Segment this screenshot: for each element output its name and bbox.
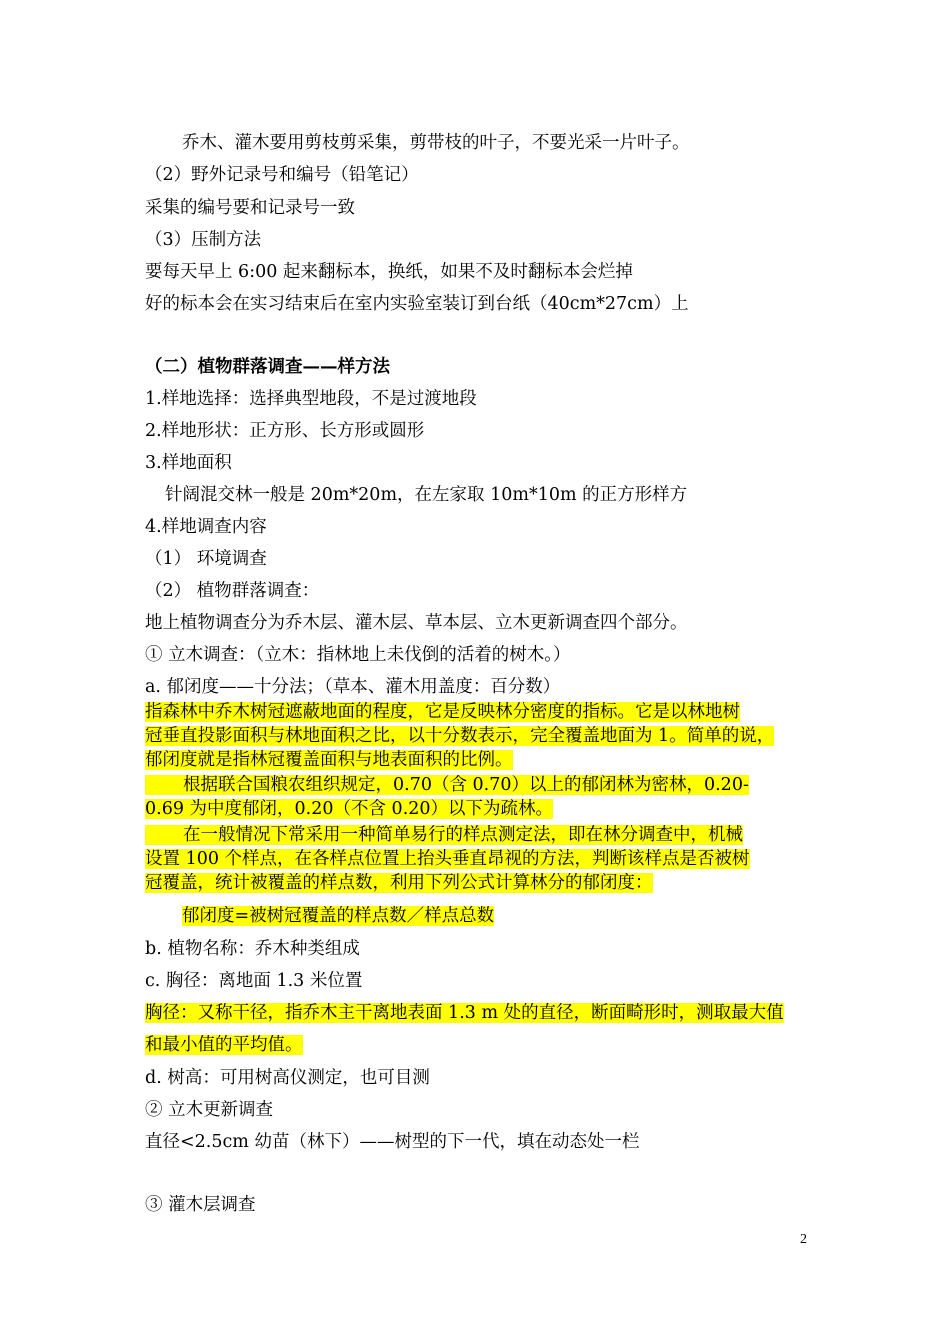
highlighted-line: [145, 724, 774, 748]
text-line: ① 立木调查：（立木：指林地上未伐倒的活着的树木。）: [145, 645, 571, 665]
text-line: （3）压制方法: [145, 230, 262, 250]
text-line: 直径<2.5cm 幼苗（林下）——树型的下一代，填在动态处一栏: [145, 1132, 640, 1152]
highlight-text: 胸径：又称干径，指乔木主干离地表面 1.3 m 处的直径，断面畸形时，测取最大值: [145, 1003, 784, 1023]
highlighted-line: [145, 748, 513, 772]
text-line: 乔木、灌木要用剪枝剪采集，剪带枝的叶子，不要光采一片叶子。: [182, 133, 690, 153]
highlighted-line: [145, 773, 749, 797]
highlighted-line: [145, 700, 740, 724]
text-line: c. 胸径：离地面 1.3 米位置: [145, 971, 363, 991]
text-line: 地上植物调查分为乔木层、灌木层、草本层、立木更新调查四个部分。: [145, 613, 688, 633]
text-line: b. 植物名称：乔木种类组成: [145, 939, 360, 959]
highlight-text: 设置 100 个样点，在各样点位置上抬头垂直昂视的方法，判断该样点是否被树: [145, 849, 750, 869]
text-line: a. 郁闭度——十分法；（草本、灌木用盖度：百分数）: [145, 677, 561, 697]
text-line: （2） 植物群落调查：: [145, 581, 320, 601]
text-line: d. 树高：可用树高仪测定，也可目测: [145, 1068, 430, 1088]
highlight-text: 0.69 为中度郁闭，0.20（不含 0.20）以下为疏林。: [145, 799, 554, 819]
text-line: 采集的编号要和记录号一致: [145, 198, 355, 218]
text-line: 要每天早上 6:00 起来翻标本，换纸，如果不及时翻标本会烂掉: [145, 262, 633, 282]
highlighted-line: [145, 797, 553, 821]
text-line: 4.样地调查内容: [145, 517, 267, 537]
highlight-text: 郁闭度就是指林冠覆盖面积与地表面积的比例。: [145, 750, 513, 770]
text-line: （1） 环境调查: [145, 549, 267, 569]
text-line: ② 立木更新调查: [145, 1100, 274, 1120]
text-line: 1.样地选择：选择典型地段，不是过渡地段: [145, 389, 477, 409]
highlight-text: 在一般情况下常采用一种简单易行的样点测定法，即在林分调查中，机械: [145, 825, 743, 845]
highlight-text: 指森林中乔木树冠遮蔽地面的程度，它是反映林分密度的指标。它是以林地树: [145, 702, 740, 722]
text-line: 针阔混交林一般是 20m*20m，在左家取 10m*10m 的正方形样方: [165, 485, 688, 505]
highlight-text: 和最小值的平均值。: [145, 1035, 303, 1055]
highlighted-line: [145, 871, 653, 895]
highlight-text: 冠覆盖，统计被覆盖的样点数，利用下列公式计算林分的郁闭度：: [145, 873, 653, 893]
highlight-text: 根据联合国粮农组织规定，0.70（含 0.70）以上的郁闭林为密林，0.20-: [145, 775, 749, 795]
highlighted-line: [145, 823, 743, 847]
highlighted-line: [145, 1033, 303, 1057]
highlight-text: 冠垂直投影面积与林地面积之比，以十分数表示，完全覆盖地面为 1。简单的说，: [145, 726, 775, 746]
highlighted-line: [145, 847, 750, 871]
text-line: 2.样地形状：正方形、长方形或圆形: [145, 421, 425, 441]
text-line: 好的标本会在实习结束后在室内实验室装订到台纸（40cm*27cm）上: [145, 294, 689, 314]
text-line: ③ 灌木层调查: [145, 1195, 256, 1215]
text-line: 3.样地面积: [145, 453, 232, 473]
highlighted-line: [145, 1001, 784, 1025]
text-line: （2）野外记录号和编号（铅笔记）: [145, 165, 419, 185]
page-number: 2: [800, 1232, 807, 1247]
highlight-text: 郁闭度=被树冠覆盖的样点数／样点总数: [182, 906, 495, 926]
section-heading: （二）植物群落调查——样方法: [145, 357, 390, 377]
formula-line: [182, 904, 494, 928]
